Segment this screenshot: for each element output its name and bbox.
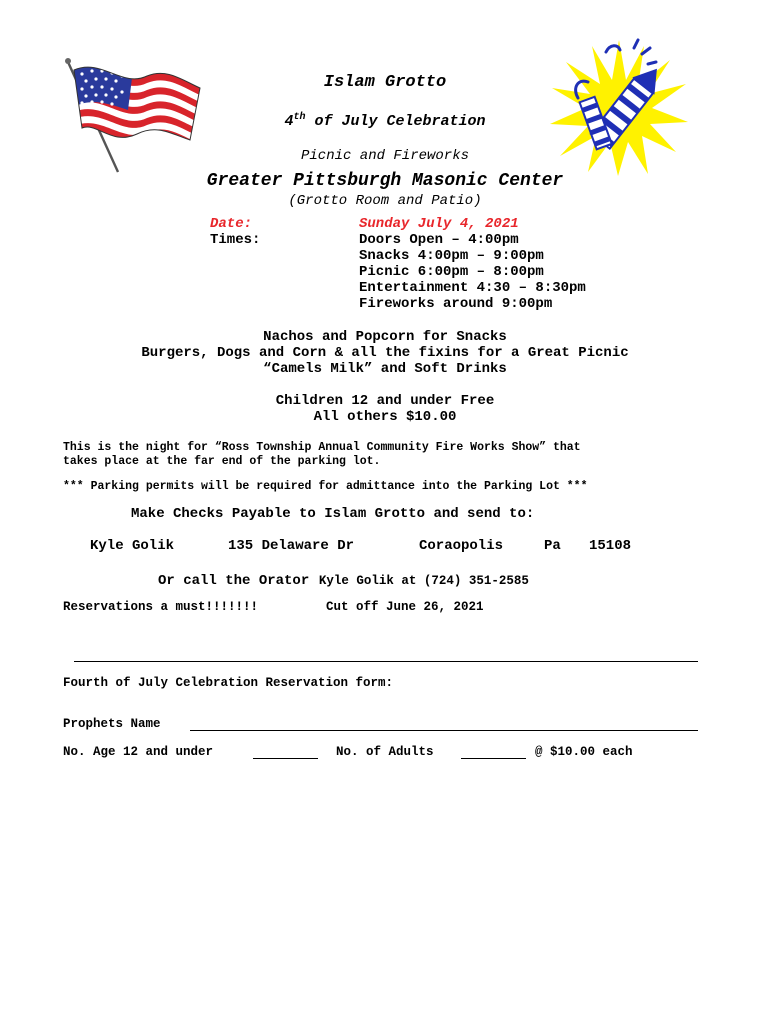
call-orator-prefix: Or call the Orator bbox=[158, 573, 310, 589]
call-orator-contact: Kyle Golik at (724) 351-2585 bbox=[318, 574, 529, 588]
call-orator-line bbox=[158, 571, 529, 589]
reservations-must: Reservations a must!!!!!!! bbox=[63, 600, 259, 614]
date-label: Date: bbox=[210, 216, 253, 232]
parking-notice: *** Parking permits will be required for admittance into the Parking Lot *** bbox=[63, 480, 588, 493]
celebration-ordinal: 4 bbox=[284, 113, 294, 130]
venue-name: Greater Pittsburgh Masonic Center bbox=[206, 171, 564, 191]
payee-name: Kyle Golik bbox=[90, 538, 175, 554]
menu-drinks: “Camels Milk” and Soft Drinks bbox=[263, 361, 507, 377]
price-adults: All others $10.00 bbox=[313, 409, 457, 425]
payee-city: Coraopolis bbox=[419, 538, 504, 554]
menu-picnic: Burgers, Dogs and Corn & all the fixins for a Great Picnic bbox=[141, 345, 629, 361]
payee-state: Pa bbox=[544, 538, 561, 554]
venue-room: (Grotto Room and Patio) bbox=[288, 193, 482, 209]
celebration-title-rest: of July Celebration bbox=[305, 113, 486, 130]
celebration-title bbox=[0, 112, 770, 130]
time-doors: Doors Open – 4:00pm bbox=[359, 232, 519, 248]
menu-snacks: Nachos and Popcorn for Snacks bbox=[263, 329, 507, 345]
adults-count-label: No. of Adults bbox=[336, 745, 434, 759]
payee-zip: 15108 bbox=[589, 538, 632, 554]
price-children: Children 12 and under Free bbox=[275, 393, 495, 409]
time-fireworks: Fireworks around 9:00pm bbox=[359, 296, 553, 312]
form-divider bbox=[74, 661, 698, 662]
prophets-name-field[interactable] bbox=[190, 718, 698, 731]
org-title: Islam Grotto bbox=[323, 73, 447, 92]
time-entertainment: Entertainment 4:30 – 8:30pm bbox=[359, 280, 586, 296]
times-label: Times: bbox=[210, 232, 261, 248]
time-snacks: Snacks 4:00pm – 9:00pm bbox=[359, 248, 544, 264]
form-title: Fourth of July Celebration Reservation form: bbox=[63, 676, 394, 690]
celebration-ordinal-suffix: th bbox=[293, 112, 306, 123]
date-value: Sunday July 4, 2021 bbox=[359, 216, 519, 232]
notice-line-1: This is the night for “Ross Township Annual Community Fire Works Show” that bbox=[63, 441, 581, 454]
checks-payable: Make Checks Payable to Islam Grotto and send to: bbox=[131, 506, 535, 522]
event-subtitle: Picnic and Fireworks bbox=[300, 148, 470, 164]
prophets-name-label: Prophets Name bbox=[63, 717, 161, 731]
children-count-label: No. Age 12 and under bbox=[63, 745, 214, 759]
payee-street: 135 Delaware Dr bbox=[228, 538, 355, 554]
notice-line-2: takes place at the far end of the parking lot. bbox=[63, 455, 381, 468]
time-picnic: Picnic 6:00pm – 8:00pm bbox=[359, 264, 544, 280]
adults-count-field[interactable] bbox=[461, 746, 526, 759]
price-each: @ $10.00 each bbox=[535, 745, 633, 759]
children-count-field[interactable] bbox=[253, 746, 318, 759]
reservations-cutoff: Cut off June 26, 2021 bbox=[326, 600, 484, 614]
